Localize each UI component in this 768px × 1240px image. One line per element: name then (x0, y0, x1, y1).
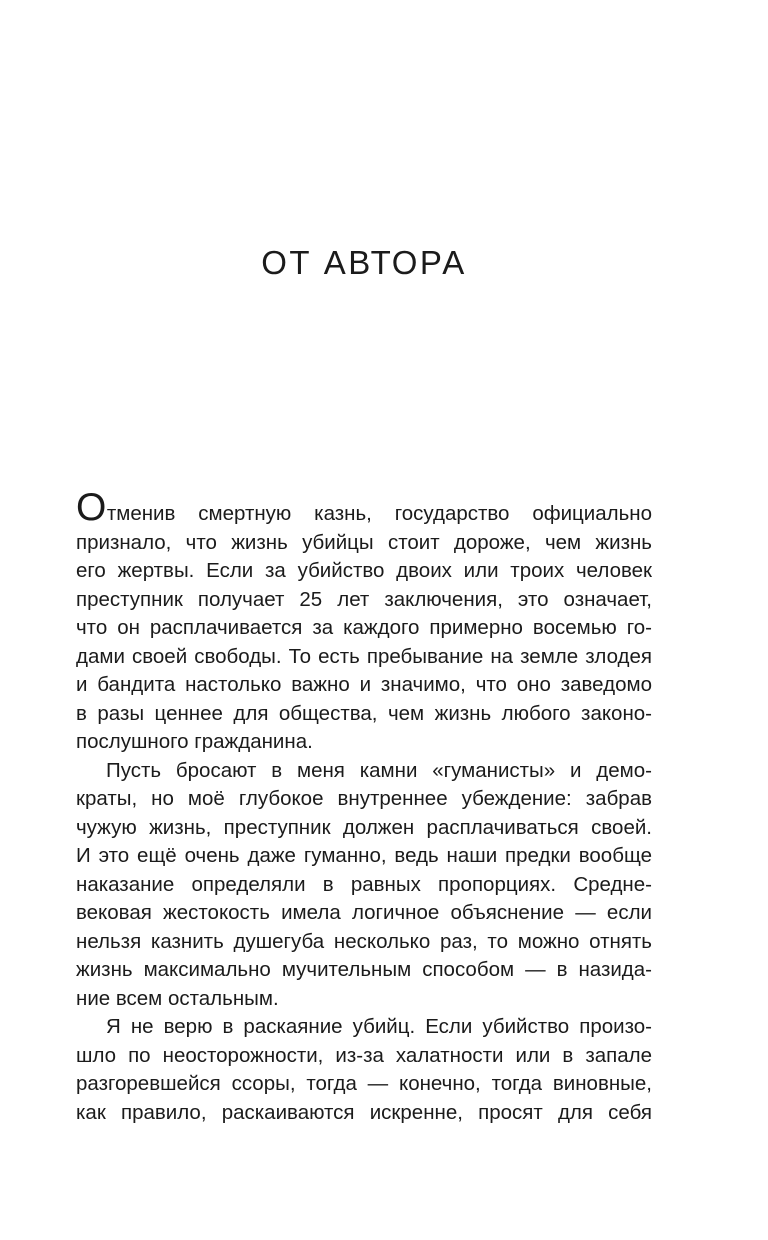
paragraph (76, 757, 652, 1014)
text-line (76, 486, 652, 529)
paragraph (76, 1013, 652, 1127)
text-line: что он расплачивается за каждого примерно восемью го- (76, 616, 652, 639)
chapter-title: ОТ АВТОРА (261, 244, 467, 282)
body-text (76, 486, 652, 1127)
text-line: и бандита настолько важно и значимо, что оно заведомо (76, 673, 652, 696)
text-line: Я не верю в раскаяние убийц. Если убийство произо- (106, 1015, 652, 1038)
text-line: вековая жестокость имела логичное объяснение — если (76, 901, 652, 924)
text-line: нельзя казнить душегуба несколько раз, то можно отнять (76, 929, 652, 953)
text-line: признало, что жизнь убийцы стоит дороже, чем жизнь (76, 530, 652, 554)
text-line: как правило, раскаиваются искренне, просят для себя (76, 1100, 652, 1124)
text-line: шло по неосторожности, из-за халатности или в запале (76, 1043, 652, 1067)
text-line: чужую жизнь, преступник должен расплачиваться своей. (76, 815, 652, 839)
text-line: преступник получает 25 лет заключения, это означает, (76, 587, 652, 611)
text-line: Пусть бросают в меня камни «гуманисты» и демо- (106, 758, 652, 782)
text-line-rest: тменив смертную казнь, государство официально (106, 502, 652, 525)
text-line: И это ещё очень даже гуманно, ведь наши предки вообще (76, 844, 652, 867)
text-line: его жертвы. Если за убийство двоих или троих человек (76, 559, 652, 582)
text-line: дами своей свободы. То есть пребывание на земле злодея (76, 644, 652, 668)
text-line: наказание определяли в равных пропорциях. Средне- (76, 872, 652, 896)
text-line: послушного гражданина. (76, 730, 313, 753)
text-line: жизнь максимально мучительным способом — в назида- (76, 958, 652, 981)
text-line: в разы ценнее для общества, чем жизнь любого законо- (76, 701, 652, 725)
text-line: разгоревшейся ссоры, тогда — конечно, тогда виновные, (76, 1072, 652, 1095)
paragraph (76, 486, 652, 757)
drop-cap-letter: О (76, 486, 107, 529)
text-line: ние всем остальным. (76, 986, 279, 1010)
text-line: краты, но моё глубокое внутреннее убеждение: забрав (76, 787, 652, 810)
